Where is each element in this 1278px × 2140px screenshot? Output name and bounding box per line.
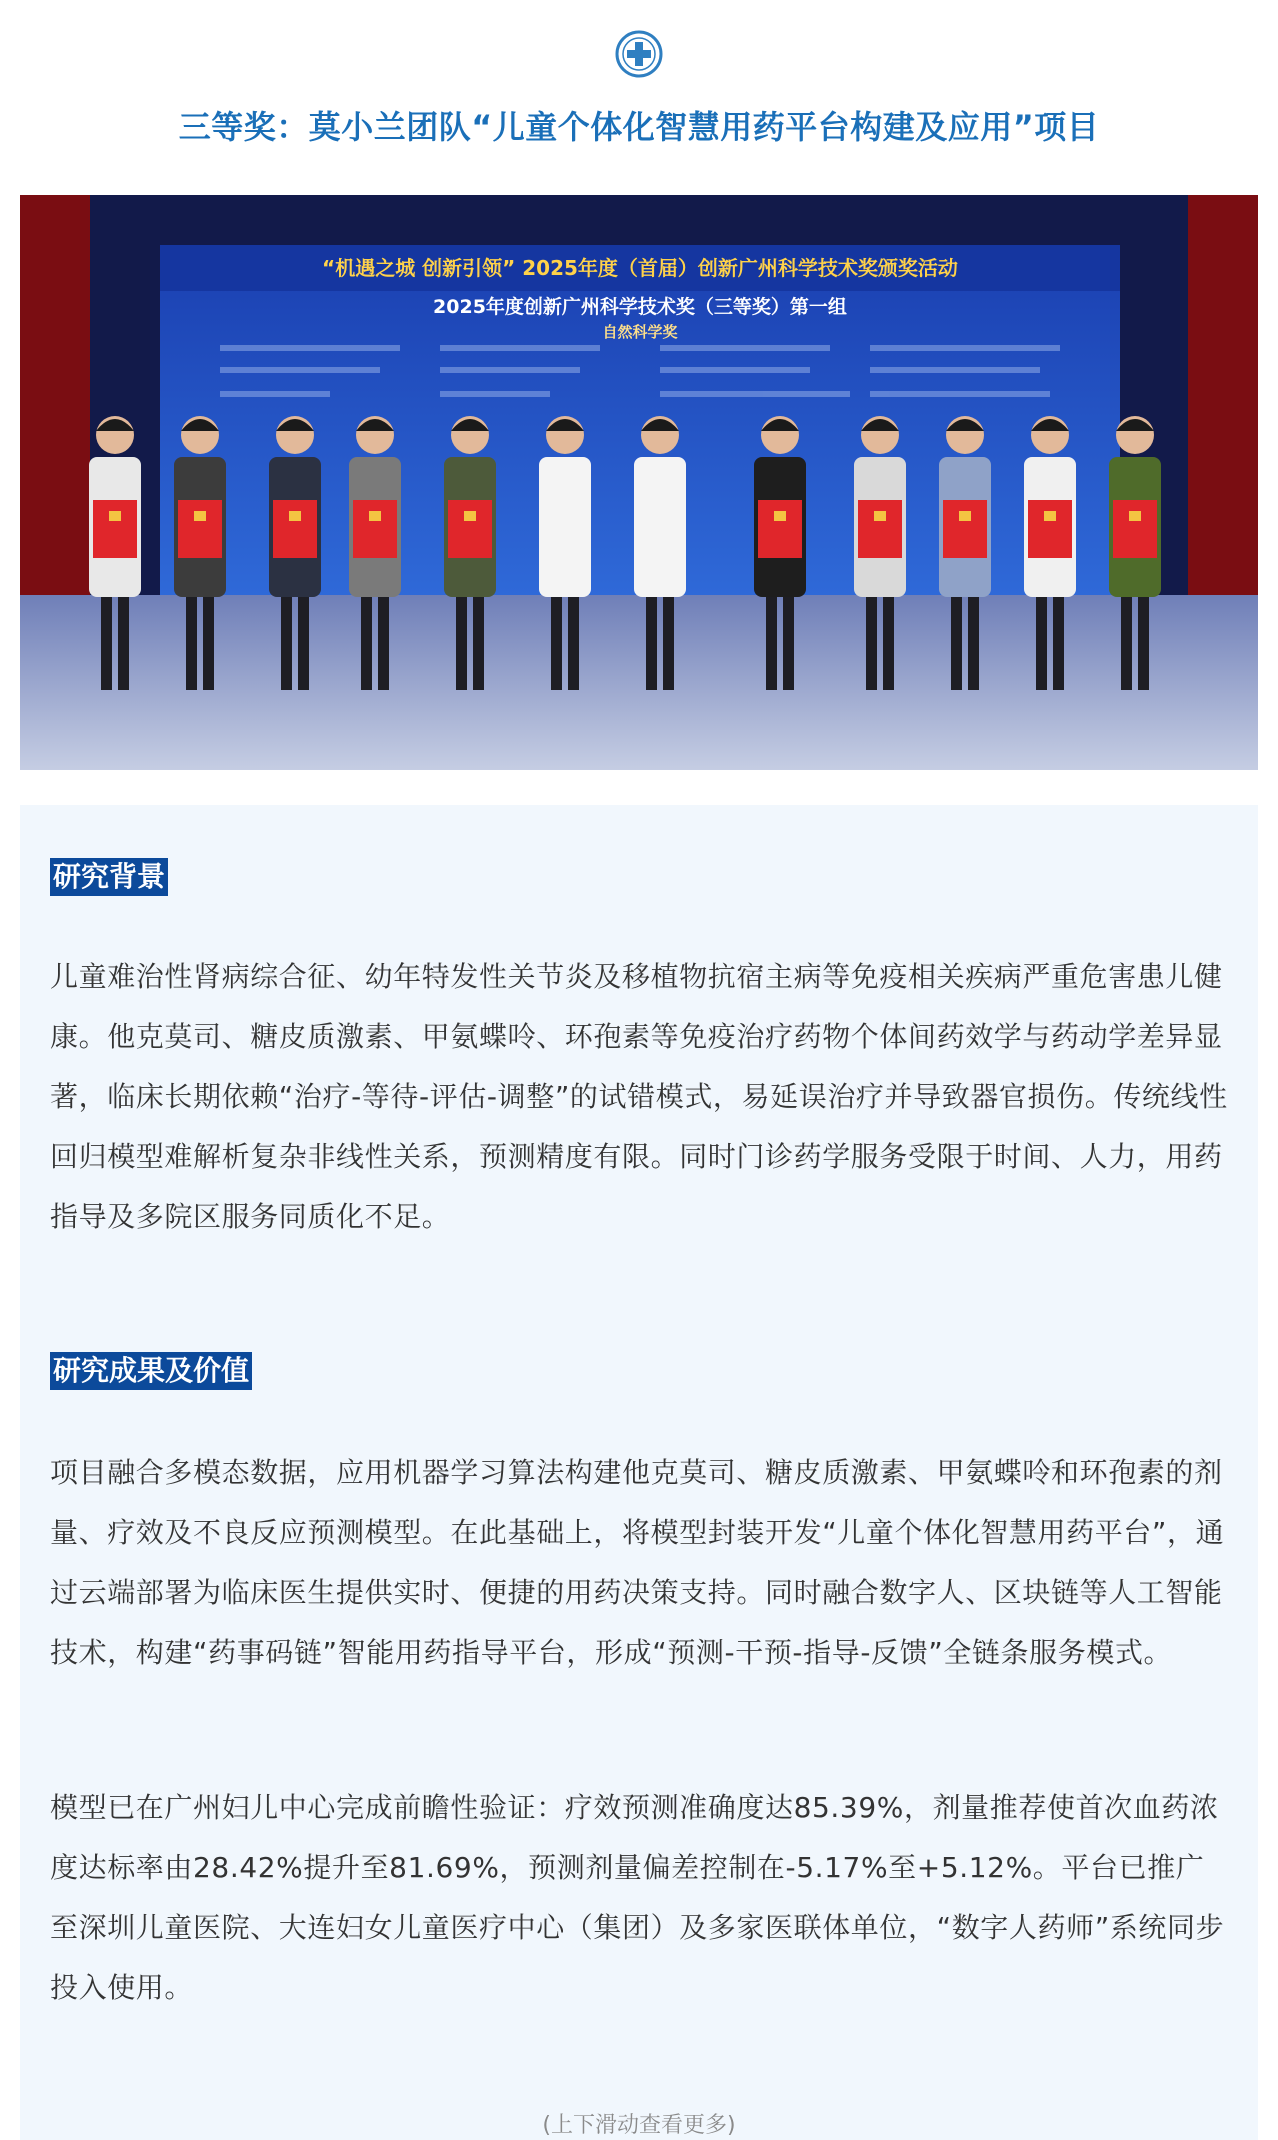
hospital-emblem-icon bbox=[615, 30, 663, 78]
section-paragraph-background: 儿童难治性肾病综合征、幼年特发性关节炎及移植物抗宿主病等免疫相关疾病严重危害患儿健康。他克莫司、糖皮质激素、甲氨蝶呤、环孢素等免疫治疗药物个体间药效学与药动学差异显著，临床长期依赖“治疗-等待-评估-调整”的试错模式，易延误治疗并导致器官损伤。传统线性回归模型难解析复杂非线性关系，预测精度有限。同时门诊药学服务受限于时间、人力，用药指导及多院区服务同质化不足。 bbox=[50, 960, 1228, 1233]
photo-banner-line2: 2025年度创新广州科学技术奖（三等奖）第一组 bbox=[433, 296, 847, 318]
award-ceremony-photo bbox=[20, 195, 1258, 770]
section-heading-background: 研究背景 bbox=[50, 858, 168, 896]
photo-category-label: 自然科学奖 bbox=[602, 323, 678, 341]
section-paragraph-results-1: 项目融合多模态数据，应用机器学习算法构建他克莫司、糖皮质激素、甲氨蝶呤和环孢素的剂量、疗效及不良反应预测模型。在此基础上，将模型封装开发“儿童个体化智慧用药平台”，通过云端部署为临床医生提供实时、便捷的用药决策支持。同时融合数字人、区块链等人工智能技术，构建“药事码链”智能用药指导平台，形成“预测-干预-指导-反馈”全链条服务模式。 bbox=[50, 1456, 1225, 1669]
section-paragraph-results-2: 模型已在广州妇儿中心完成前瞻性验证：疗效预测准确度达85.39%，剂量推荐使首次血药浓度达标率由28.42%提升至81.69%，预测剂量偏差控制在-5.17%至+5.12%。平台已推广至深圳儿童医院、大连妇女儿童医疗中心（集团）及多家医联体单位，“数字人药师”系统同步投入使用。 bbox=[50, 1791, 1225, 2004]
section-heading-results: 研究成果及价值 bbox=[50, 1352, 252, 1390]
article-title: 三等奖：莫小兰团队“儿童个体化智慧用药平台构建及应用”项目 bbox=[178, 108, 1100, 146]
scroll-hint: (上下滑动查看更多) bbox=[542, 2113, 736, 2138]
photo-banner-line1: “机遇之城 创新引领” 2025年度（首届）创新广州科学技术奖颁奖活动 bbox=[322, 256, 958, 280]
